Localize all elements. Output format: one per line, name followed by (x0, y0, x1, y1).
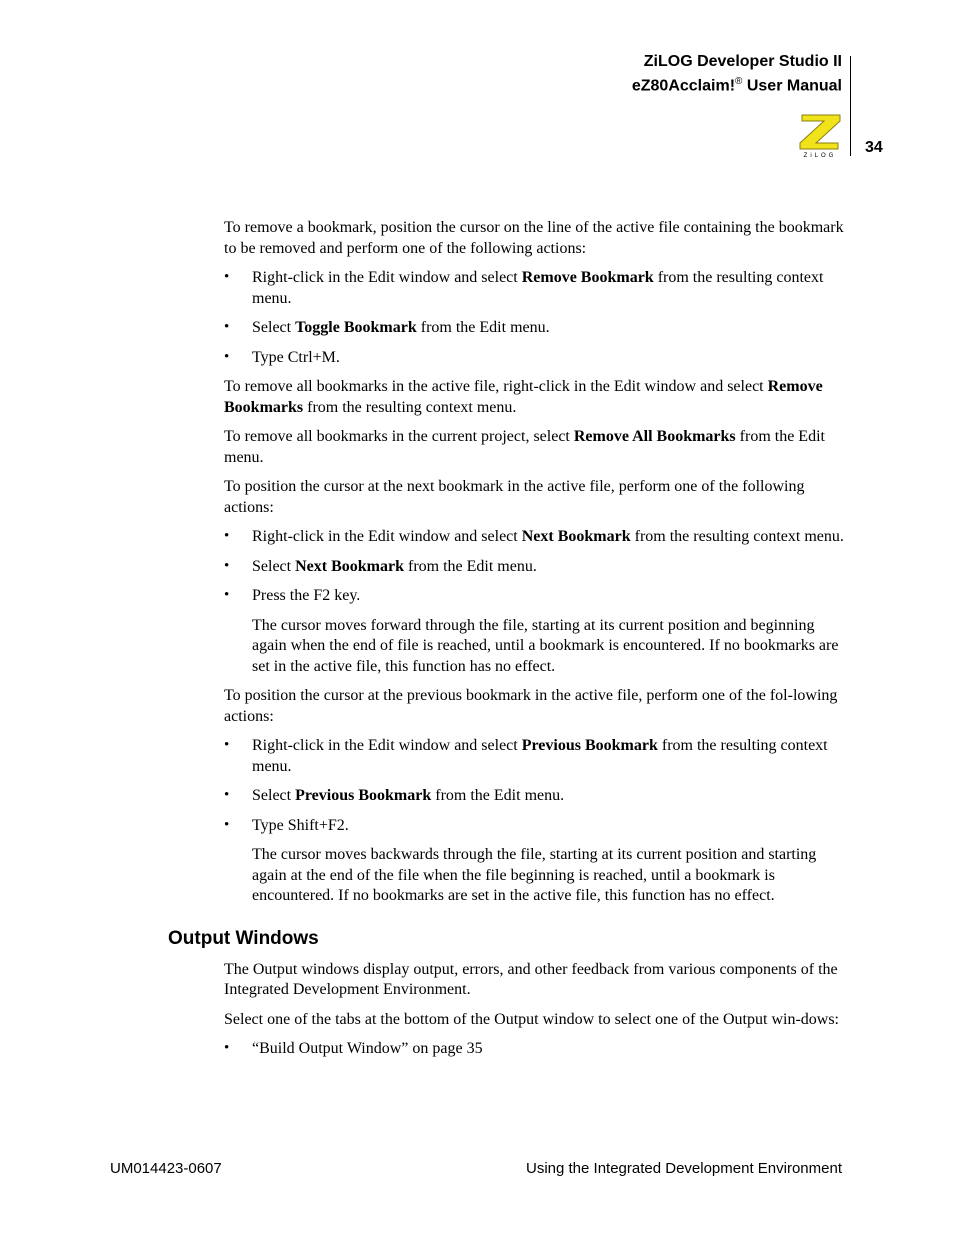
list-item: • Right-click in the Edit window and select Remove Bookmark from the resulting context menu. (224, 269, 824, 307)
section-heading: Output Windows (168, 927, 319, 949)
paragraph: To position the cursor at the previous bookmark in the active file, perform one of the fol-lowing actions: (224, 687, 838, 725)
paragraph: To remove all bookmarks in the active file, right-click in the Edit window and select Remove Bookmarks from the resulting context menu. (224, 378, 823, 416)
list-item: • Select Previous Bookmark from the Edit menu. (224, 787, 565, 804)
header-product-title: ZiLOG Developer Studio II (643, 53, 842, 70)
bullet-icon: • (224, 348, 230, 365)
bullet-icon: • (224, 816, 230, 833)
svg-text:ZiLOG: ZiLOG (803, 153, 837, 159)
bullet-icon: • (224, 1040, 230, 1056)
registered-mark: ® (735, 76, 743, 87)
bullet-icon: • (224, 737, 230, 753)
cross-reference-link[interactable]: “Build Output Window” on page 35 (252, 1040, 483, 1057)
zilog-logo-icon (796, 113, 844, 159)
list-item: • Select Next Bookmark from the Edit menu. (224, 557, 537, 575)
list-item: • Type Ctrl+M. (224, 348, 340, 366)
list-item-link[interactable] (224, 1039, 844, 1060)
bullet-icon: • (224, 528, 230, 544)
list-item: • Right-click in the Edit window and select Next Bookmark from the resulting context menu. (224, 528, 844, 545)
list-item: • Select Toggle Bookmark from the Edit menu. (224, 319, 550, 336)
chapter-title: Using the Integrated Development Environment (525, 1160, 842, 1177)
paragraph: Select one of the tabs at the bottom of the Output window to select one of the Output win-dows: (224, 1010, 839, 1028)
bullet-icon: • (224, 319, 230, 335)
bullet-icon: • (224, 557, 230, 574)
page-number: 34 (865, 139, 883, 156)
bullet-icon: • (224, 787, 230, 803)
paragraph: The Output windows display output, errors, and other feedback from various components of the Integrated Development Environment. (224, 960, 838, 998)
paragraph: To remove a bookmark, position the cursor on the line of the active file containing the bookmark to be removed and perform one of the following actions: (224, 219, 844, 257)
list-item: • Type Shift+F2. (224, 816, 349, 834)
paragraph: To position the cursor at the next bookmark in the active file, perform one of the following actions: (224, 478, 805, 516)
bullet-icon: • (224, 269, 230, 285)
bullet-icon: • (224, 587, 230, 603)
header-manual-title: eZ80Acclaim!® User Manual (631, 76, 842, 95)
document-id: UM014423-0607 (110, 1160, 222, 1177)
document-header (632, 52, 842, 96)
indented-note: The cursor moves forward through the file, starting at its current position and beginning again when the end of file is reached, until a bookmark is encountered. If no bookmarks are set in the active file, this function has no effect. (252, 616, 839, 675)
paragraph: To remove all bookmarks in the current project, select Remove All Bookmarks from the Edit menu. (224, 428, 825, 466)
header-divider (850, 56, 851, 156)
indented-note: The cursor moves backwards through the file, starting at its current position and starting again at the end of the file when the file beginning is reached, until a bookmark is encountered. If no bookmarks are set in the active file, this function has no effect. (252, 846, 817, 904)
page-body (168, 218, 844, 1069)
list-item: • Press the F2 key. (224, 587, 361, 604)
list-item: • Right-click in the Edit window and select Previous Bookmark from the resulting context menu. (224, 737, 828, 775)
